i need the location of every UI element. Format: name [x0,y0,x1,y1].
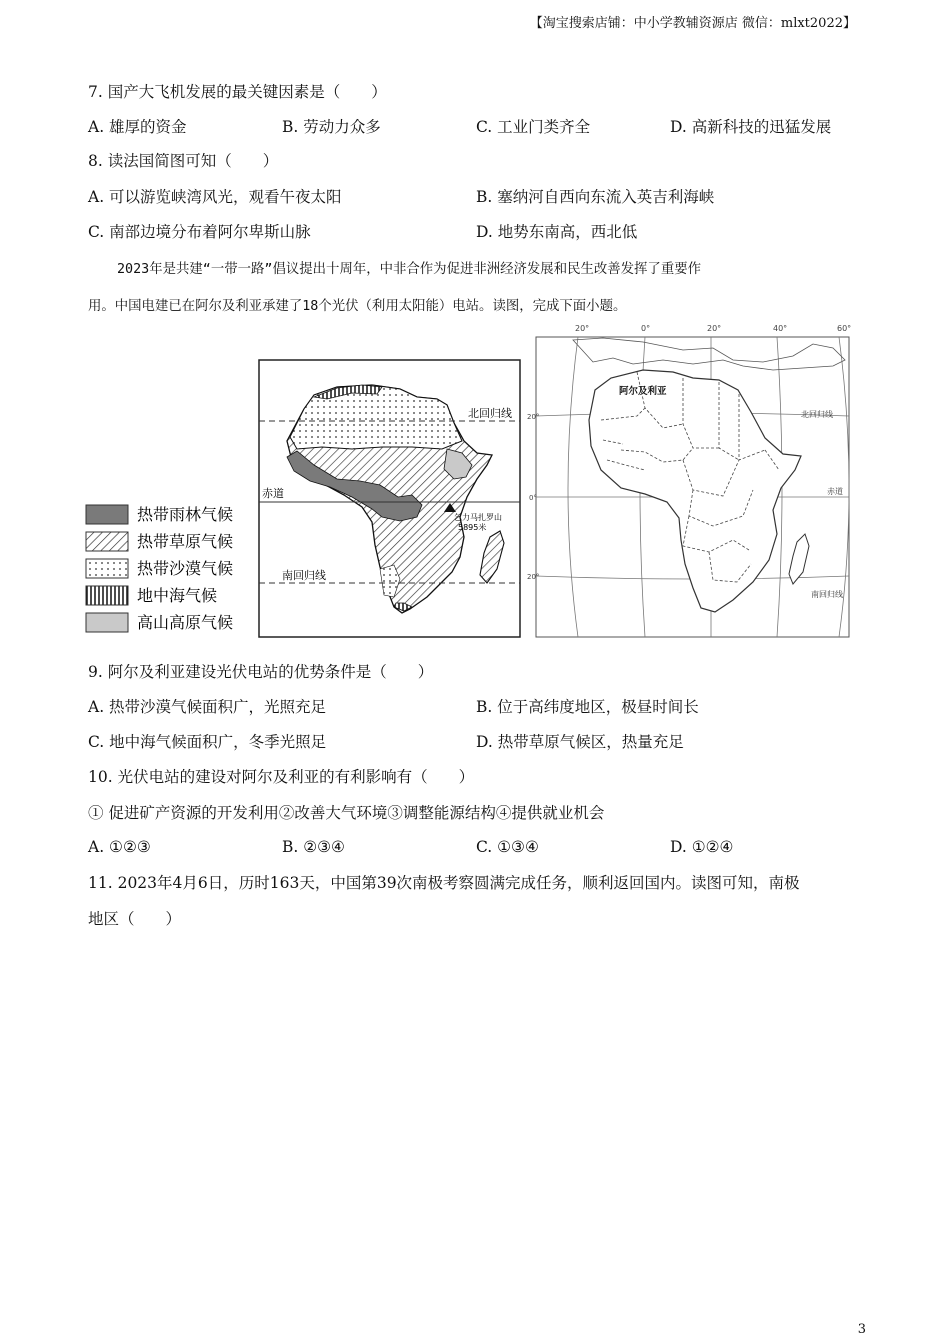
legend-label-savanna: 热带草原气候 [137,532,234,551]
q7-option-d: D. 高新科技的迅猛发展 [670,118,832,136]
q8-option-a: A. 可以游览峡湾风光，观看午夜太阳 [88,188,342,206]
q10-option-b: B. ②③④ [282,838,345,856]
legend-swatch-highland [86,613,128,632]
label-kilimanjaro: 乞力马扎罗山 [454,513,502,522]
q8-option-c: C. 南部边境分布着阿尔卑斯山脉 [88,223,311,241]
q10-statements: ① 促进矿产资源的开发利用②改善大气环境③调整能源结构④提供就业机会 [88,804,605,822]
q10-option-c: C. ①③④ [476,838,539,856]
label-tropic-north-right: 北回归线 [801,410,833,419]
q8-option-d: D. 地势东南高，西北低 [476,223,638,241]
lat-label-0: 0° [529,494,537,502]
legend-swatch-mediterranean [86,586,128,605]
lon-label-40e: 40° [773,324,788,333]
legend-label-highland: 高山高原气候 [137,613,234,632]
q7-option-b: B. 劳动力众多 [282,118,381,136]
lat-label-20n: 20° [527,413,540,421]
lon-label-0: 0° [641,324,651,333]
page-number: 3 [857,1322,866,1337]
q9-stem: 9. 阿尔及利亚建设光伏电站的优势条件是（ ） [88,663,434,681]
q8-option-b: B. 塞纳河自西向东流入英吉利海峡 [476,188,715,206]
africa-climate-map [82,357,524,640]
passage-line-1: 2023年是共建“一带一路”倡议提出十周年，中非合作为促进非洲经济发展和民生改善发挥了重要作 [117,262,701,277]
lon-label-20w: 20° [575,324,590,333]
q9-option-c: C. 地中海气候面积广，冬季光照足 [88,733,327,751]
label-tropic-north-left: 北回归线 [468,407,512,420]
lat-label-20s: 20° [527,573,540,581]
q7-stem: 7. 国产大飞机发展的最关键因素是（ ） [88,83,387,101]
q9-option-d: D. 热带草原气候区，热量充足 [476,733,684,751]
label-tropic-south-left: 南回归线 [282,569,326,582]
page-header: 【淘宝搜索店铺：中小学教辅资源店 微信：mlxt2022】 [529,16,856,31]
climate-legend [86,505,233,632]
label-equator-left: 赤道 [262,487,284,500]
q10-option-d: D. ①②④ [670,838,734,856]
label-equator-right: 赤道 [827,487,843,496]
label-algeria: 阿尔及利亚 [619,386,667,397]
label-tropic-south-right: 南回归线 [811,590,843,599]
legend-swatch-rainforest [86,505,128,524]
africa-political-map [527,320,853,640]
q9-option-a: A. 热带沙漠气候面积广，光照充足 [88,698,327,716]
q11-stem-line-2: 地区（ ） [88,910,182,928]
legend-swatch-savanna [86,532,128,551]
legend-label-desert: 热带沙漠气候 [137,559,234,578]
q11-stem-line-1: 11. 2023年4月6日，历时163天，中国第39次南极考察圆满完成任务，顺利返回国内。读图可知，南极 [88,874,800,892]
q7-option-c: C. 工业门类齐全 [476,118,591,136]
q10-stem: 10. 光伏电站的建设对阿尔及利亚的有利影响有（ ） [88,768,475,786]
passage-line-2: 用。中国电建已在阿尔及利亚承建了18个光伏（利用太阳能）电站。读图，完成下面小题。 [88,299,627,314]
legend-swatch-desert [86,559,128,578]
q10-option-a: A. ①②③ [88,838,151,856]
q9-option-b: B. 位于高纬度地区，极昼时间长 [476,698,699,716]
legend-label-mediterranean: 地中海气候 [137,586,218,605]
lon-label-20e: 20° [707,324,722,333]
label-kilimanjaro-height: 5895米 [458,523,487,532]
legend-label-rainforest: 热带雨林气候 [137,505,234,524]
lon-label-60e: 60° [837,324,852,333]
q7-option-a: A. 雄厚的资金 [88,118,187,136]
q8-stem: 8. 读法国简图可知（ ） [88,152,279,170]
